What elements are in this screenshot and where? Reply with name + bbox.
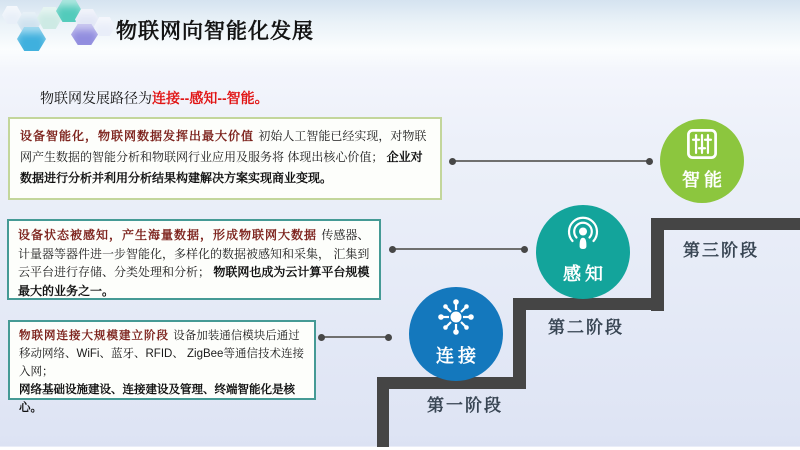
network-hub-icon [436,297,476,342]
stage-label-1: 第一阶段 [427,396,503,415]
box-body-text: 设备加装通信模块后通过移动网络、WiFi、蓝牙、RFID、 ZigBee等通信技术连接入网； [19,330,304,378]
staircase-step2-riser [513,298,526,389]
box-body-text: 传感器、计量器等器件进一步智能化，多样化的数据被感知和采集， 汇集到云平台进行存储、分类处理和分析； [18,228,370,279]
box-body-text: 初始人工智能已经实现，对物联网产生数据的智能分析和物联网行业应用及服务将 体现出核心价值； [20,129,427,164]
hexagon-icon [17,27,46,51]
staircase-step3-tread [651,218,800,230]
sliders-icon [685,127,719,166]
page-title: 物联网向智能化发展 [116,20,314,43]
podcast-icon [563,215,603,260]
subtitle-path-highlight: 连接--感知--智能。 [152,90,269,106]
circle-label: 感知 [563,264,607,284]
stage-circle-perceive [536,205,630,299]
box-lead-text: 设备智能化，物联网数据发挥出最大价值 [20,129,259,143]
stage-circle-intelligent [660,119,744,203]
subtitle-prefix: 物联网发展路径为 [40,90,152,106]
box-emphasis-text: 企业对数据进行分析并利用分析结果构建解决方案实现商业变现。 [20,150,423,185]
staircase-step1-leg [377,377,389,447]
circle-label: 智能 [682,170,726,190]
connector-line-stage2 [391,248,526,250]
circle-label: 连接 [436,346,480,366]
connector-line-stage1 [320,336,390,338]
stage-1-description-box [8,320,316,414]
stage-label-3: 第三阶段 [683,241,759,260]
stage-3-description-box [8,117,442,200]
connector-line-stage3 [451,160,651,162]
box-emphasis-text: 网络基础设施建设、连接建设及管理、终端智能化是核心。 [19,384,295,414]
box-lead-text: 设备状态被感知，产生海量数据，形成物联网大数据 [18,228,322,242]
stage-label-2: 第二阶段 [548,318,624,337]
box-lead-text: 物联网连接大规模建立阶段 [19,330,174,342]
box-emphasis-text: 物联网也成为云计算平台规模最大的业务之一。 [18,265,370,298]
stage-circle-connect [409,287,503,381]
staircase-step2-tread [513,298,664,310]
stage-2-description-box [7,219,381,300]
subtitle [40,88,269,108]
